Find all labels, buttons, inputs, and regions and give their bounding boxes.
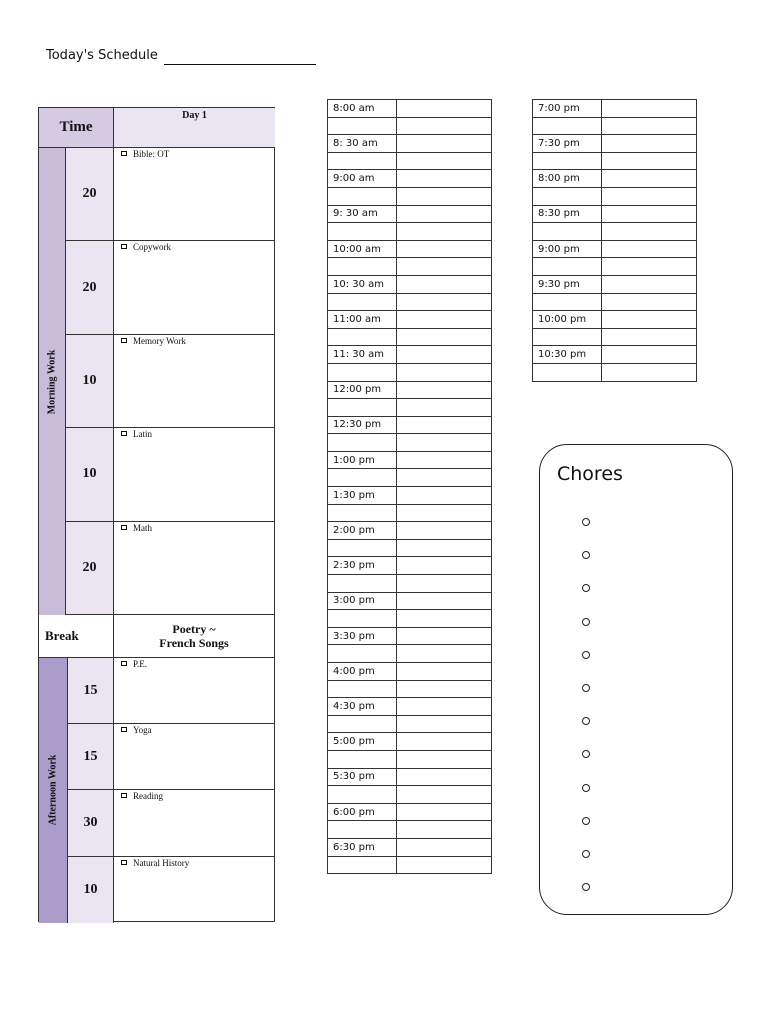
blank-time-cell[interactable] <box>328 821 397 839</box>
time-row <box>328 557 492 575</box>
blank-time-cell[interactable] <box>533 117 602 135</box>
time-entry-cell[interactable] <box>397 592 492 610</box>
time-row <box>328 522 492 540</box>
time-row-blank <box>533 363 697 381</box>
page-title: Today's Schedule <box>46 48 158 63</box>
blank-time-cell[interactable] <box>533 187 602 205</box>
time-entry-cell[interactable] <box>602 223 697 241</box>
time-entry-cell[interactable] <box>397 275 492 293</box>
break-activity <box>114 615 274 658</box>
time-entry-cell[interactable] <box>397 451 492 469</box>
time-row-blank <box>328 187 492 205</box>
time-entry-cell[interactable] <box>602 258 697 276</box>
time-label: 3:00 pm <box>328 592 397 610</box>
time-row <box>533 311 697 329</box>
break-line-2: French Songs <box>159 636 229 650</box>
time-entry-cell[interactable] <box>602 293 697 311</box>
time-entry-cell[interactable] <box>602 135 697 153</box>
time-entry-cell[interactable] <box>397 522 492 540</box>
task-label: P.E. <box>133 659 148 669</box>
task-checkbox[interactable] <box>121 727 127 732</box>
chores-box <box>539 444 733 915</box>
time-entry-cell[interactable] <box>397 539 492 557</box>
time-entry-cell[interactable] <box>397 698 492 716</box>
time-row-blank <box>328 399 492 417</box>
blank-time-cell[interactable] <box>533 328 602 346</box>
time-entry-cell[interactable] <box>397 768 492 786</box>
time-row <box>328 100 492 118</box>
daily-planner <box>38 107 275 922</box>
time-row-blank <box>328 223 492 241</box>
time-entry-cell[interactable] <box>397 223 492 241</box>
time-row <box>328 733 492 751</box>
time-label: 4:00 pm <box>328 663 397 681</box>
time-label: 7:30 pm <box>533 135 602 153</box>
minutes-cell: 30 <box>68 790 114 856</box>
minutes-cell: 10 <box>66 335 114 428</box>
blank-time-cell[interactable] <box>328 328 397 346</box>
time-entry-cell[interactable] <box>397 399 492 417</box>
time-row-blank <box>328 715 492 733</box>
blank-time-cell[interactable] <box>328 856 397 874</box>
chore-checkbox[interactable] <box>582 850 590 858</box>
task-checkbox[interactable] <box>121 860 127 865</box>
time-entry-cell[interactable] <box>397 733 492 751</box>
time-label: 11:00 am <box>328 311 397 329</box>
time-header: Time <box>39 108 114 148</box>
time-label: 8:30 pm <box>533 205 602 223</box>
time-row-blank <box>328 821 492 839</box>
time-row <box>328 135 492 153</box>
time-entry-cell[interactable] <box>397 170 492 188</box>
time-entry-cell[interactable] <box>602 100 697 118</box>
time-label: 9:00 pm <box>533 240 602 258</box>
time-label: 12:00 pm <box>328 381 397 399</box>
task-checkbox[interactable] <box>121 151 127 156</box>
time-row-blank <box>328 680 492 698</box>
time-row <box>328 698 492 716</box>
blank-time-cell[interactable] <box>328 399 397 417</box>
time-row <box>328 170 492 188</box>
blank-time-cell[interactable] <box>328 258 397 276</box>
blank-time-cell[interactable] <box>533 293 602 311</box>
evening-hourly-table <box>532 99 697 382</box>
time-label: 9:00 am <box>328 170 397 188</box>
time-row-blank <box>328 610 492 628</box>
time-entry-cell[interactable] <box>397 610 492 628</box>
task-checkbox[interactable] <box>121 244 127 249</box>
time-entry-cell[interactable] <box>397 663 492 681</box>
chore-checkbox[interactable] <box>582 817 590 825</box>
break-line-1: Poetry ~ <box>172 622 216 636</box>
time-label: 10: 30 am <box>328 275 397 293</box>
chore-checkbox[interactable] <box>582 618 590 626</box>
task-label: Bible: OT <box>133 149 170 159</box>
task-label: Math <box>133 522 152 533</box>
time-entry-cell[interactable] <box>397 311 492 329</box>
time-label: 5:00 pm <box>328 733 397 751</box>
time-label: 10:30 pm <box>533 346 602 364</box>
task-label: Reading <box>133 791 163 802</box>
task-label: Latin <box>133 429 152 440</box>
time-entry-cell[interactable] <box>602 152 697 170</box>
blank-time-cell[interactable] <box>328 645 397 663</box>
time-entry-cell[interactable] <box>602 328 697 346</box>
time-entry-cell[interactable] <box>602 240 697 258</box>
chores-title: Chores <box>557 463 623 485</box>
time-row-blank <box>328 152 492 170</box>
time-label: 11: 30 am <box>328 346 397 364</box>
time-entry-cell[interactable] <box>397 240 492 258</box>
time-label: 1:00 pm <box>328 451 397 469</box>
time-row-blank <box>328 750 492 768</box>
time-row <box>328 627 492 645</box>
time-label: 10:00 pm <box>533 311 602 329</box>
blank-time-cell[interactable] <box>328 680 397 698</box>
blank-time-cell[interactable] <box>328 434 397 452</box>
task-cell <box>114 148 274 241</box>
time-row-blank <box>328 293 492 311</box>
time-row <box>328 275 492 293</box>
afternoon-work-band <box>39 658 68 923</box>
task-checkbox[interactable] <box>121 661 127 666</box>
task-cell <box>114 658 274 724</box>
time-row <box>328 381 492 399</box>
task-checkbox[interactable] <box>121 793 127 798</box>
task-checkbox[interactable] <box>121 525 127 530</box>
morning-work-band <box>39 148 66 615</box>
chore-checkbox[interactable] <box>582 717 590 725</box>
time-entry-cell[interactable] <box>602 346 697 364</box>
chore-checkbox[interactable] <box>582 584 590 592</box>
minutes-cell: 15 <box>68 724 114 790</box>
time-entry-cell[interactable] <box>397 258 492 276</box>
blank-time-cell[interactable] <box>328 715 397 733</box>
time-row-blank <box>328 363 492 381</box>
time-entry-cell[interactable] <box>397 363 492 381</box>
time-row <box>533 100 697 118</box>
time-row-blank <box>533 223 697 241</box>
time-row <box>328 592 492 610</box>
time-row <box>328 768 492 786</box>
time-row <box>328 240 492 258</box>
time-entry-cell[interactable] <box>397 838 492 856</box>
time-label: 10:00 am <box>328 240 397 258</box>
chore-checkbox[interactable] <box>582 883 590 891</box>
time-row <box>533 275 697 293</box>
morning-work-label: Morning Work <box>46 349 58 414</box>
time-entry-cell[interactable] <box>397 469 492 487</box>
time-entry-cell[interactable] <box>602 275 697 293</box>
blank-time-cell[interactable] <box>328 786 397 804</box>
blank-time-cell[interactable] <box>328 610 397 628</box>
time-entry-cell[interactable] <box>397 680 492 698</box>
task-label: Natural History <box>133 857 190 868</box>
time-row-blank <box>328 645 492 663</box>
time-entry-cell[interactable] <box>602 117 697 135</box>
time-entry-cell[interactable] <box>602 363 697 381</box>
time-entry-cell[interactable] <box>397 205 492 223</box>
time-entry-cell[interactable] <box>397 786 492 804</box>
task-cell <box>114 241 274 334</box>
time-row <box>328 346 492 364</box>
time-entry-cell[interactable] <box>397 557 492 575</box>
afternoon-work-label: Afternoon Work <box>47 755 59 826</box>
time-row-blank <box>328 856 492 874</box>
time-entry-cell[interactable] <box>397 135 492 153</box>
chore-checkbox[interactable] <box>582 518 590 526</box>
blank-time-cell[interactable] <box>328 469 397 487</box>
time-entry-cell[interactable] <box>397 504 492 522</box>
time-entry-cell[interactable] <box>397 803 492 821</box>
blank-time-cell[interactable] <box>328 363 397 381</box>
chore-checkbox[interactable] <box>582 750 590 758</box>
time-label: 8:00 pm <box>533 170 602 188</box>
time-entry-cell[interactable] <box>397 152 492 170</box>
time-entry-cell[interactable] <box>397 645 492 663</box>
minutes-cell: 20 <box>66 148 114 241</box>
time-entry-cell[interactable] <box>602 170 697 188</box>
time-entry-cell[interactable] <box>397 750 492 768</box>
chore-checkbox[interactable] <box>582 684 590 692</box>
time-label: 2:30 pm <box>328 557 397 575</box>
time-row-blank <box>533 117 697 135</box>
time-entry-cell[interactable] <box>397 293 492 311</box>
time-row <box>533 205 697 223</box>
chore-checkbox[interactable] <box>582 651 590 659</box>
time-row-blank <box>328 434 492 452</box>
time-label: 2:00 pm <box>328 522 397 540</box>
minutes-cell: 20 <box>66 522 114 615</box>
time-label: 8:00 am <box>328 100 397 118</box>
time-label: 4:30 pm <box>328 698 397 716</box>
task-cell <box>114 857 274 923</box>
time-row <box>533 240 697 258</box>
time-label: 6:00 pm <box>328 803 397 821</box>
task-cell <box>114 335 274 428</box>
task-checkbox[interactable] <box>121 431 127 436</box>
time-row-blank <box>328 258 492 276</box>
task-label: Yoga <box>133 725 152 736</box>
time-row <box>328 487 492 505</box>
time-entry-cell[interactable] <box>397 100 492 118</box>
time-row <box>328 416 492 434</box>
day-hourly-table <box>327 99 492 874</box>
break-label: Break <box>39 615 114 658</box>
time-entry-cell[interactable] <box>397 328 492 346</box>
task-label: Copywork <box>133 242 171 253</box>
blank-time-cell[interactable] <box>533 152 602 170</box>
time-entry-cell[interactable] <box>602 187 697 205</box>
blank-time-cell[interactable] <box>328 117 397 135</box>
time-label: 8: 30 am <box>328 135 397 153</box>
time-row-blank <box>533 187 697 205</box>
blank-time-cell[interactable] <box>328 223 397 241</box>
time-entry-cell[interactable] <box>397 487 492 505</box>
time-row-blank <box>533 293 697 311</box>
time-entry-cell[interactable] <box>397 715 492 733</box>
time-entry-cell[interactable] <box>397 856 492 874</box>
time-label: 7:00 pm <box>533 100 602 118</box>
task-cell <box>114 790 274 856</box>
time-row-blank <box>533 152 697 170</box>
time-label: 9:30 pm <box>533 275 602 293</box>
blank-time-cell[interactable] <box>533 223 602 241</box>
blank-time-cell[interactable] <box>328 293 397 311</box>
time-entry-cell[interactable] <box>397 434 492 452</box>
time-entry-cell[interactable] <box>397 821 492 839</box>
time-row <box>328 663 492 681</box>
minutes-cell: 20 <box>66 241 114 334</box>
time-row-blank <box>328 469 492 487</box>
blank-time-cell[interactable] <box>328 152 397 170</box>
time-row <box>328 205 492 223</box>
time-row-blank <box>328 328 492 346</box>
blank-time-cell[interactable] <box>328 750 397 768</box>
time-row-blank <box>328 539 492 557</box>
chore-checkbox[interactable] <box>582 784 590 792</box>
time-entry-cell[interactable] <box>397 187 492 205</box>
time-row <box>328 311 492 329</box>
minutes-cell: 10 <box>68 857 114 923</box>
day-header: Day 1 <box>114 108 275 148</box>
time-row <box>328 803 492 821</box>
time-entry-cell[interactable] <box>397 627 492 645</box>
time-row <box>533 135 697 153</box>
time-row <box>533 170 697 188</box>
time-row <box>533 346 697 364</box>
chore-checkbox[interactable] <box>582 551 590 559</box>
task-cell <box>114 428 274 521</box>
minutes-cell: 10 <box>66 428 114 521</box>
time-label: 5:30 pm <box>328 768 397 786</box>
time-row-blank <box>533 328 697 346</box>
time-entry-cell[interactable] <box>397 117 492 135</box>
title-blank-line[interactable] <box>164 64 316 65</box>
task-cell <box>114 724 274 790</box>
blank-time-cell[interactable] <box>328 575 397 593</box>
time-row-blank <box>328 117 492 135</box>
time-row-blank <box>533 258 697 276</box>
minutes-cell: 15 <box>68 658 114 724</box>
time-row-blank <box>328 786 492 804</box>
time-entry-cell[interactable] <box>397 346 492 364</box>
time-row <box>328 838 492 856</box>
time-row-blank <box>328 575 492 593</box>
time-row-blank <box>328 504 492 522</box>
blank-time-cell[interactable] <box>328 187 397 205</box>
task-checkbox[interactable] <box>121 338 127 343</box>
task-cell <box>114 522 274 615</box>
task-label: Memory Work <box>133 335 186 346</box>
time-entry-cell[interactable] <box>602 311 697 329</box>
time-row <box>328 451 492 469</box>
time-entry-cell[interactable] <box>397 381 492 399</box>
time-entry-cell[interactable] <box>602 205 697 223</box>
blank-time-cell[interactable] <box>328 539 397 557</box>
time-entry-cell[interactable] <box>397 575 492 593</box>
blank-time-cell[interactable] <box>533 258 602 276</box>
time-label: 9: 30 am <box>328 205 397 223</box>
blank-time-cell[interactable] <box>533 363 602 381</box>
time-label: 12:30 pm <box>328 416 397 434</box>
time-label: 6:30 pm <box>328 838 397 856</box>
blank-time-cell[interactable] <box>328 504 397 522</box>
time-label: 3:30 pm <box>328 627 397 645</box>
time-entry-cell[interactable] <box>397 416 492 434</box>
time-label: 1:30 pm <box>328 487 397 505</box>
